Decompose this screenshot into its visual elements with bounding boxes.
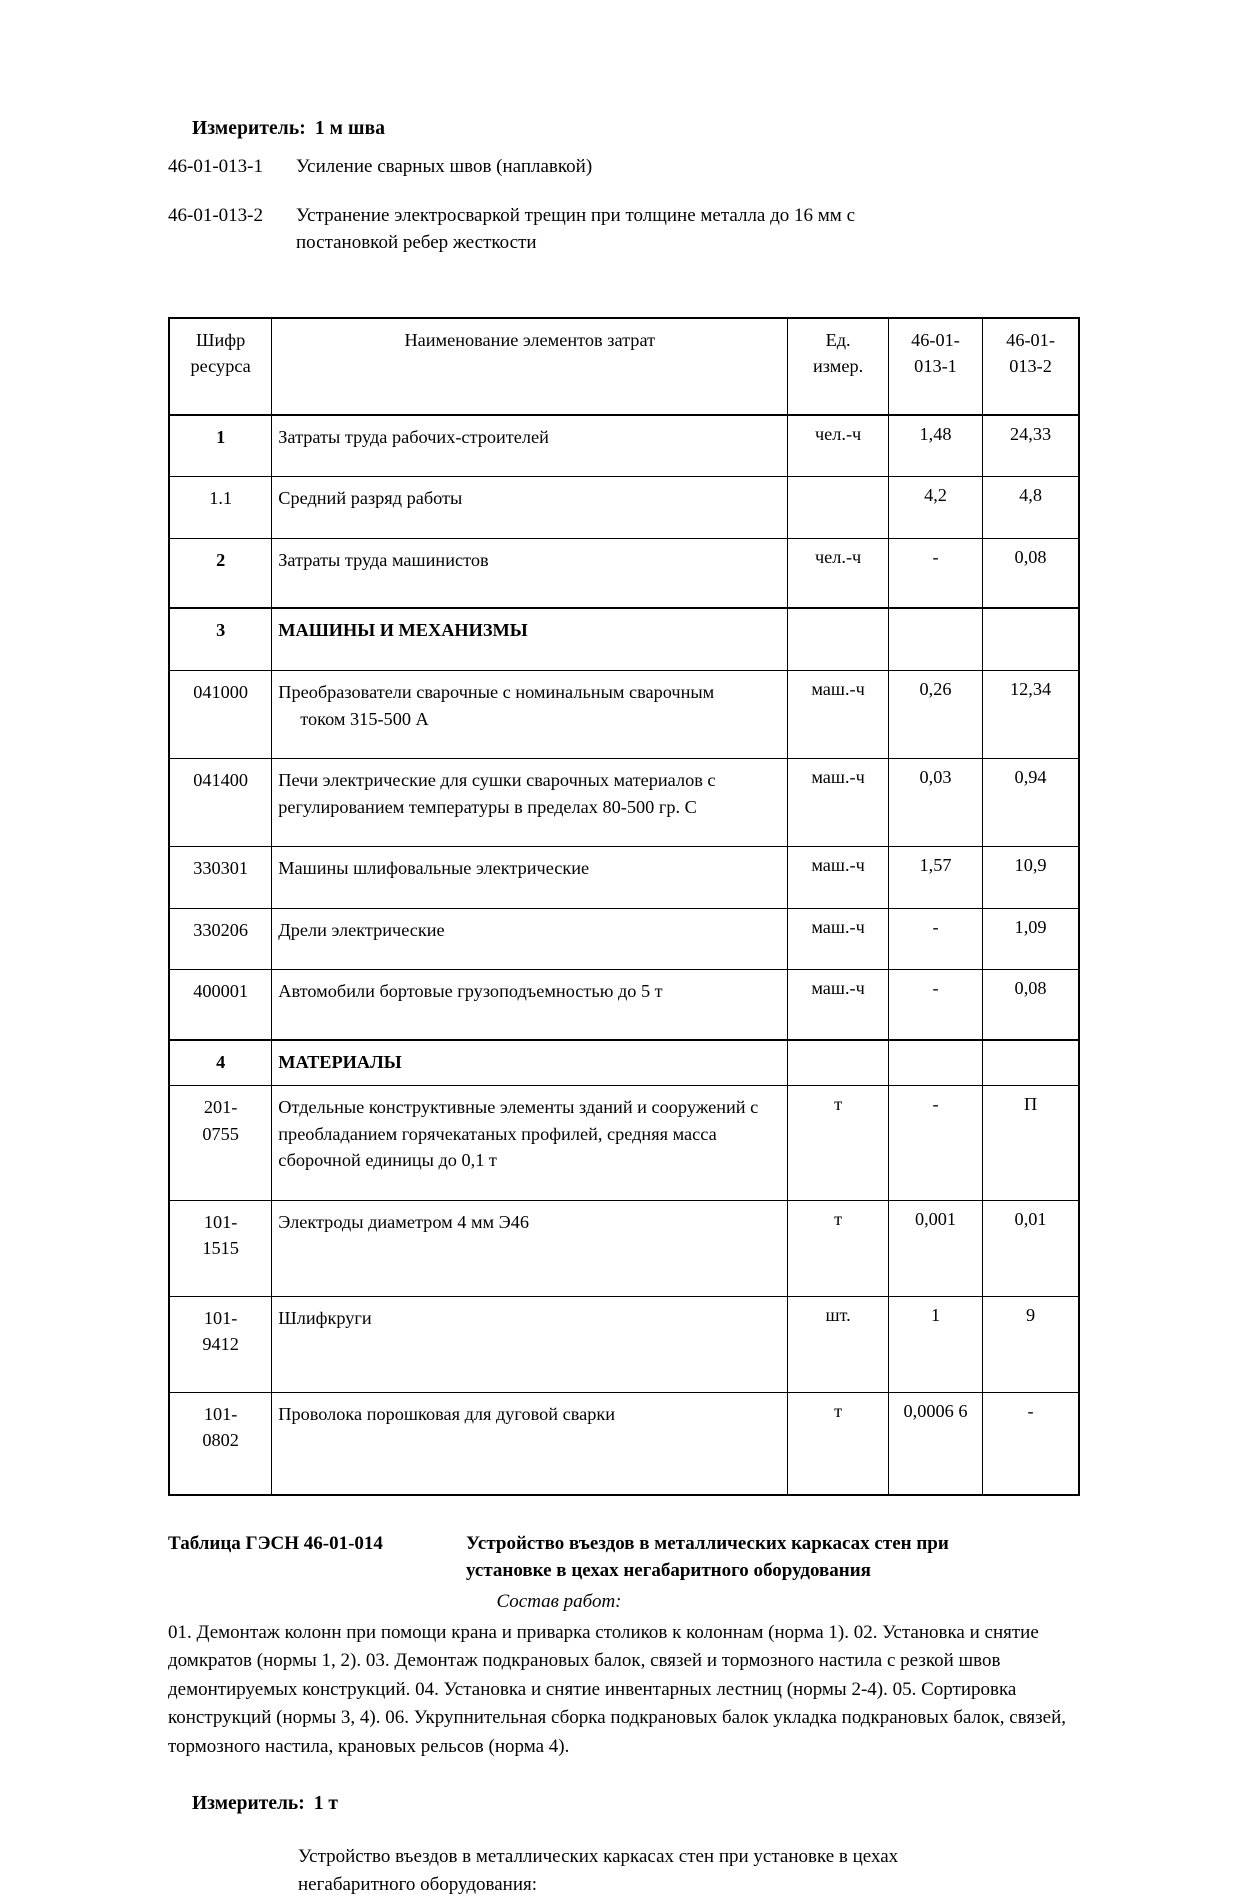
- header-unit-line1: Ед.: [825, 329, 851, 350]
- header-col2-line1: 46-01-: [1006, 329, 1055, 350]
- measurer-value: 1 м шва: [314, 118, 386, 139]
- row-name: Шлифкруги: [272, 1296, 788, 1392]
- row-code: [169, 1296, 272, 1392]
- header-cell-code: [169, 318, 272, 415]
- header-cell-col1: [888, 318, 982, 415]
- table-row: [169, 970, 1079, 1040]
- row-unit: [788, 1040, 889, 1086]
- row-unit: чел.-ч: [788, 415, 889, 477]
- row-code: 400001: [169, 970, 272, 1040]
- tail-text: Устройство въездов в металлических каркасах стен при установке в цехах негабаритного оборудования:: [298, 1846, 899, 1895]
- norm-entry: [168, 203, 1080, 257]
- row-name: Проволока порошковая для дуговой сварки: [272, 1392, 788, 1495]
- row-value-1: 0,0006 6: [888, 1392, 982, 1495]
- row-value-2: 4,8: [983, 477, 1079, 539]
- row-value-2: 0,08: [983, 970, 1079, 1040]
- header-unit-line2: измер.: [813, 356, 864, 377]
- table-row: [169, 1200, 1079, 1296]
- header-col1-line1: 46-01-: [911, 329, 960, 350]
- row-code: 2: [169, 538, 272, 608]
- row-name: Машины шлифовальные электрические: [272, 847, 788, 909]
- norm-entry: [168, 154, 1080, 181]
- row-name: МАШИНЫ И МЕХАНИЗМЫ: [272, 608, 788, 670]
- row-code: 041000: [169, 671, 272, 759]
- row-value-2: 24,33: [983, 415, 1079, 477]
- header-cell-name: Наименование элементов затрат: [272, 318, 788, 415]
- header-col2-line2: 013-2: [1009, 356, 1052, 377]
- row-code: 4: [169, 1040, 272, 1086]
- row-value-2: 0,08: [983, 538, 1079, 608]
- row-value-1: [888, 1040, 982, 1086]
- header-cell-unit: [788, 318, 889, 415]
- measurer-label: Измеритель:: [192, 1793, 305, 1815]
- row-value-1: 0,03: [888, 759, 982, 847]
- row-code: [169, 1200, 272, 1296]
- page-content: [168, 118, 1080, 1898]
- row-unit: т: [788, 1200, 889, 1296]
- row-name: Отдельные конструктивные элементы зданий и сооружений с преобладанием горячекатаных профилей, средняя масса сборочной единицы до 0,1 т: [272, 1086, 788, 1201]
- row-unit: [788, 477, 889, 539]
- sostav-body: 01. Демонтаж колонн при помощи крана и приварка столиков к колоннам (норма 1). 02. Установка и снятие домкратов (нормы 1, 2). 03. Демонтаж подкрановых балок, связей и тормозного настила с резкой швов демонтируемых конструкций. 04. Установка и снятие инвентарных лестниц (нормы 2-4). 05. Сортировка конструкций (нормы 3, 4). 06. Укрупнительная сборка подкрановых балок укладка подкрановых балок, связей, тормозного настила, крановых рельсов (норма 4).: [168, 1621, 1067, 1757]
- norm-text: Усиление сварных швов (наплавкой): [296, 156, 593, 177]
- table-row: [169, 1086, 1079, 1201]
- table-row: [169, 1296, 1079, 1392]
- table-section-row-machines: [169, 608, 1079, 670]
- row-name: МАТЕРИАЛЫ: [272, 1040, 788, 1086]
- table-row: [169, 1392, 1079, 1495]
- row-code-line2: 0755: [202, 1123, 239, 1144]
- table-row: [169, 847, 1079, 909]
- row-code-line1: 101-: [203, 1211, 238, 1232]
- row-value-1: 1,48: [888, 415, 982, 477]
- sostav-label: Состав работ:: [496, 1590, 622, 1612]
- row-code-line2: 0802: [202, 1430, 239, 1451]
- row-value-1: 4,2: [888, 477, 982, 539]
- row-name: Затраты труда рабочих-строителей: [272, 415, 788, 477]
- row-value-1: -: [888, 908, 982, 970]
- row-code-line1: 101-: [203, 1403, 238, 1424]
- table-row: [169, 759, 1079, 847]
- row-value-1: 0,001: [888, 1200, 982, 1296]
- row-value-1: 1: [888, 1296, 982, 1392]
- row-value-2: 0,94: [983, 759, 1079, 847]
- row-code: 330206: [169, 908, 272, 970]
- row-code: [169, 1392, 272, 1495]
- row-unit: маш.-ч: [788, 671, 889, 759]
- row-name-line2: током 315-500 А: [300, 708, 429, 729]
- row-value-1: -: [888, 970, 982, 1040]
- row-value-2: 9: [983, 1296, 1079, 1392]
- table-row: [169, 415, 1079, 477]
- table-title-row: [168, 1530, 1080, 1585]
- row-code: 1: [169, 415, 272, 477]
- row-value-1: [888, 608, 982, 670]
- row-name: Затраты труда машинистов: [272, 538, 788, 608]
- row-unit: т: [788, 1086, 889, 1201]
- row-code: 3: [169, 608, 272, 670]
- row-value-1: 0,26: [888, 671, 982, 759]
- norm-text: Устранение электросваркой трещин при толщине металла до 16 мм с постановкой ребер жесткости: [296, 204, 856, 253]
- norm-code: 46-01-013-2: [168, 204, 263, 226]
- resource-table: [168, 317, 1080, 1496]
- norm-code: 46-01-013-1: [168, 156, 263, 177]
- measurer-line-bottom: [192, 1793, 1080, 1815]
- table-header-row: [169, 318, 1079, 415]
- row-value-2: П: [983, 1086, 1079, 1201]
- row-value-1: -: [888, 1086, 982, 1201]
- row-code-line2: 1515: [202, 1238, 239, 1259]
- row-code: 330301: [169, 847, 272, 909]
- row-name: Печи электрические для сушки сварочных материалов с регулированием температуры в пределах 80-500 гр. С: [272, 759, 788, 847]
- row-unit: маш.-ч: [788, 970, 889, 1040]
- row-name: Электроды диаметром 4 мм Э46: [272, 1200, 788, 1296]
- row-value-2: 1,09: [983, 908, 1079, 970]
- row-value-2: 0,01: [983, 1200, 1079, 1296]
- row-code-line1: 101-: [203, 1307, 238, 1328]
- bottom-section: [168, 1530, 1080, 1898]
- measurer-line-top: [192, 118, 1080, 140]
- row-code: [169, 1086, 272, 1201]
- measurer-label: Измеритель:: [192, 118, 306, 139]
- row-value-1: 1,57: [888, 847, 982, 909]
- header-code-line1: Шифр: [196, 329, 246, 350]
- row-unit: [788, 608, 889, 670]
- table-row: [169, 538, 1079, 608]
- table-title: Устройство въездов в металлических каркасах стен при установке в цехах негабаритного оборудования: [466, 1532, 949, 1582]
- header-cell-col2: [983, 318, 1079, 415]
- row-unit: маш.-ч: [788, 759, 889, 847]
- row-unit: шт.: [788, 1296, 889, 1392]
- row-unit: чел.-ч: [788, 538, 889, 608]
- row-value-2: [983, 1040, 1079, 1086]
- table-row: [169, 908, 1079, 970]
- row-value-2: [983, 608, 1079, 670]
- measurer-value: 1 т: [313, 1793, 338, 1815]
- row-name: Средний разряд работы: [272, 477, 788, 539]
- row-name: Дрели электрические: [272, 908, 788, 970]
- table-section-row-materials: [169, 1040, 1079, 1086]
- row-name: [272, 671, 788, 759]
- row-code: 1.1: [169, 477, 272, 539]
- header-col1-line2: 013-1: [914, 356, 957, 377]
- row-value-2: 10,9: [983, 847, 1079, 909]
- row-value-2: 12,34: [983, 671, 1079, 759]
- table-row: [169, 671, 1079, 759]
- row-name-line1: Преобразователи сварочные с номинальным сварочным: [278, 682, 715, 702]
- table-row: [169, 477, 1079, 539]
- row-code-line2: 9412: [202, 1334, 239, 1355]
- row-code-line1: 201-: [203, 1097, 238, 1118]
- row-value-2: -: [983, 1392, 1079, 1495]
- header-code-line2: ресурса: [190, 356, 251, 377]
- row-name: Автомобили бортовые грузоподъемностью до 5 т: [272, 970, 788, 1040]
- row-unit: т: [788, 1392, 889, 1495]
- table-label: Таблица ГЭСН 46-01-014: [168, 1532, 383, 1554]
- row-code: 041400: [169, 759, 272, 847]
- row-unit: маш.-ч: [788, 908, 889, 970]
- row-unit: маш.-ч: [788, 847, 889, 909]
- row-value-1: -: [888, 538, 982, 608]
